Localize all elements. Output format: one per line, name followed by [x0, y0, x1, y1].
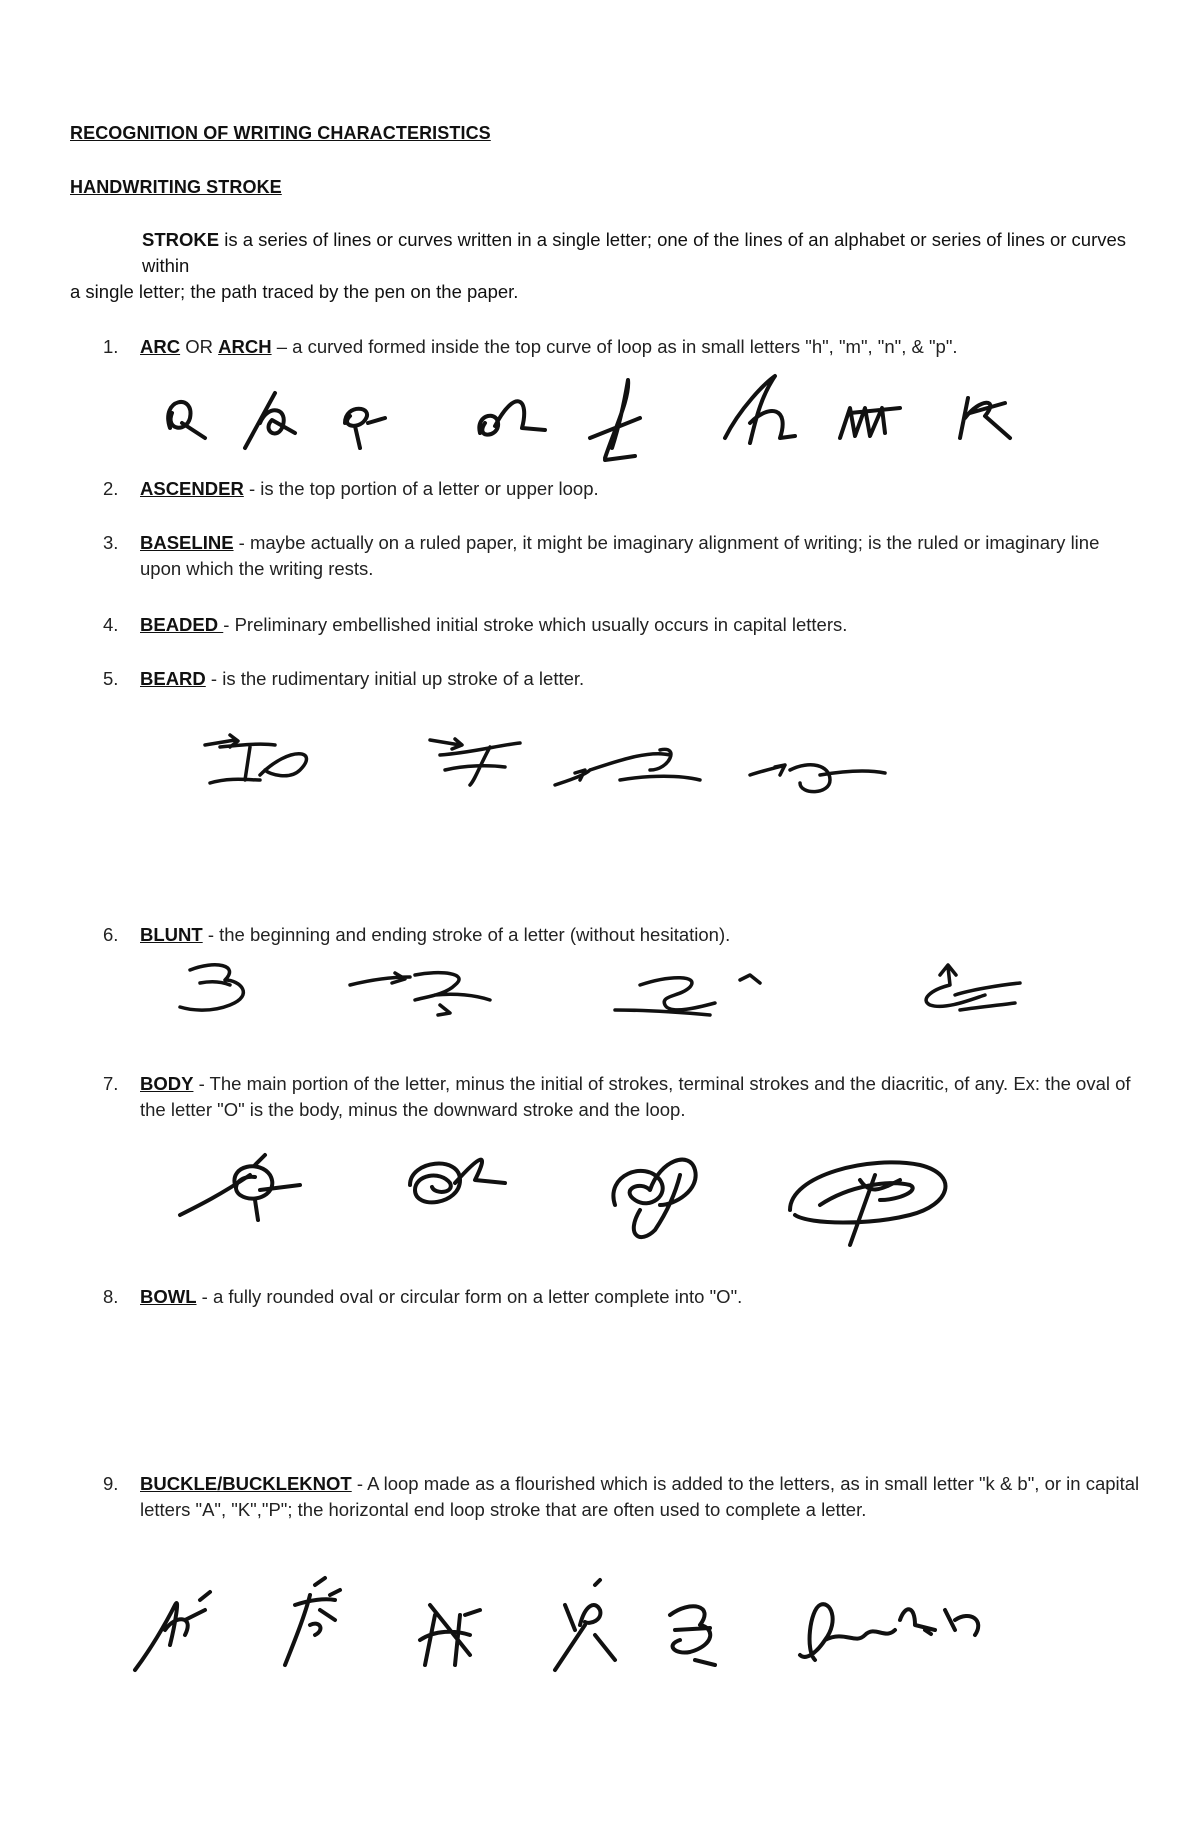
item-number: 3. [103, 532, 119, 553]
blunt-samples-figure [170, 955, 1050, 1030]
item-connector: OR [180, 336, 219, 357]
list-item-buckle [103, 1471, 1140, 1523]
item-text: - is the top portion of a letter or upper loop. [243, 478, 599, 499]
buckle-samples-figure [125, 1570, 995, 1690]
body-samples-figure [170, 1135, 970, 1265]
item-number: 2. [103, 478, 119, 499]
item-term: BLUNT [140, 924, 203, 945]
item-number: 4. [103, 614, 119, 635]
item-number: 8. [103, 1286, 119, 1307]
item-term: BUCKLE/BUCKLEKNOT [140, 1473, 352, 1494]
item-text: - A loop made as a flourished which is added to the letters, as in small letter "k & b", or in capital letters "A", "K","P"; the horizontal end loop stroke that are often used to complete a letter. [140, 1473, 1140, 1520]
list-item-arc [103, 334, 1140, 360]
item-text: - the beginning and ending stroke of a letter (without hesitation). [202, 924, 731, 945]
document-title: RECOGNITION OF WRITING CHARACTERISTICS [70, 123, 491, 143]
item-text: – a curved formed inside the top curve of loop as in small letters "h", "m", "n", & "p". [271, 336, 958, 357]
list-item-bowl [103, 1284, 1140, 1310]
list-item-body [103, 1071, 1140, 1123]
item-term-2: ARCH [218, 336, 272, 357]
item-number: 9. [103, 1473, 119, 1494]
item-text: - is the rudimentary initial up stroke of a letter. [205, 668, 585, 689]
arc-samples-figure [150, 368, 1030, 468]
item-term: ARC [140, 336, 181, 357]
section-subtitle: HANDWRITING STROKE [70, 177, 282, 197]
item-term: BODY [140, 1073, 194, 1094]
list-item-beaded [103, 612, 1140, 638]
item-term: BEARD [140, 668, 206, 689]
handwriting-body-samples-icon [170, 1135, 970, 1265]
stroke-definition [70, 227, 1140, 305]
list-item-blunt [103, 922, 1140, 948]
item-term: BEADED [140, 614, 224, 635]
list-item-beard [103, 666, 1140, 692]
item-text: - The main portion of the letter, minus the initial of strokes, terminal strokes and the diacritic, of any. Ex: the oval of the letter "O" is the body, minus the downward stroke and the loop. [140, 1073, 1131, 1120]
item-text: - Preliminary embellished initial stroke which usually occurs in capital letters. [223, 614, 848, 635]
item-text: - a fully rounded oval or circular form on a letter complete into "O". [196, 1286, 743, 1307]
list-item-baseline [103, 530, 1140, 582]
handwriting-blunt-samples-icon [170, 955, 1050, 1030]
item-number: 7. [103, 1073, 119, 1094]
item-number: 5. [103, 668, 119, 689]
handwriting-beard-samples-icon [190, 725, 940, 815]
item-term: BOWL [140, 1286, 197, 1307]
stroke-term: STROKE [142, 229, 220, 250]
handwriting-arc-samples-icon [150, 368, 1030, 468]
item-term: BASELINE [140, 532, 234, 553]
item-number: 6. [103, 924, 119, 945]
handwriting-buckle-samples-icon [125, 1570, 995, 1690]
stroke-definition-line1: is a series of lines or curves written in a single letter; one of the lines of an alphabet or series of lines or curves within [142, 229, 1127, 276]
item-number: 1. [103, 336, 119, 357]
list-item-ascender [103, 476, 1140, 502]
item-text: - maybe actually on a ruled paper, it might be imaginary alignment of writing; is the ruled or imaginary line upon which the writing rests. [140, 532, 1100, 579]
item-term: ASCENDER [140, 478, 244, 499]
beard-samples-figure [190, 725, 940, 815]
stroke-definition-line2: a single letter; the path traced by the pen on the paper. [70, 281, 519, 302]
